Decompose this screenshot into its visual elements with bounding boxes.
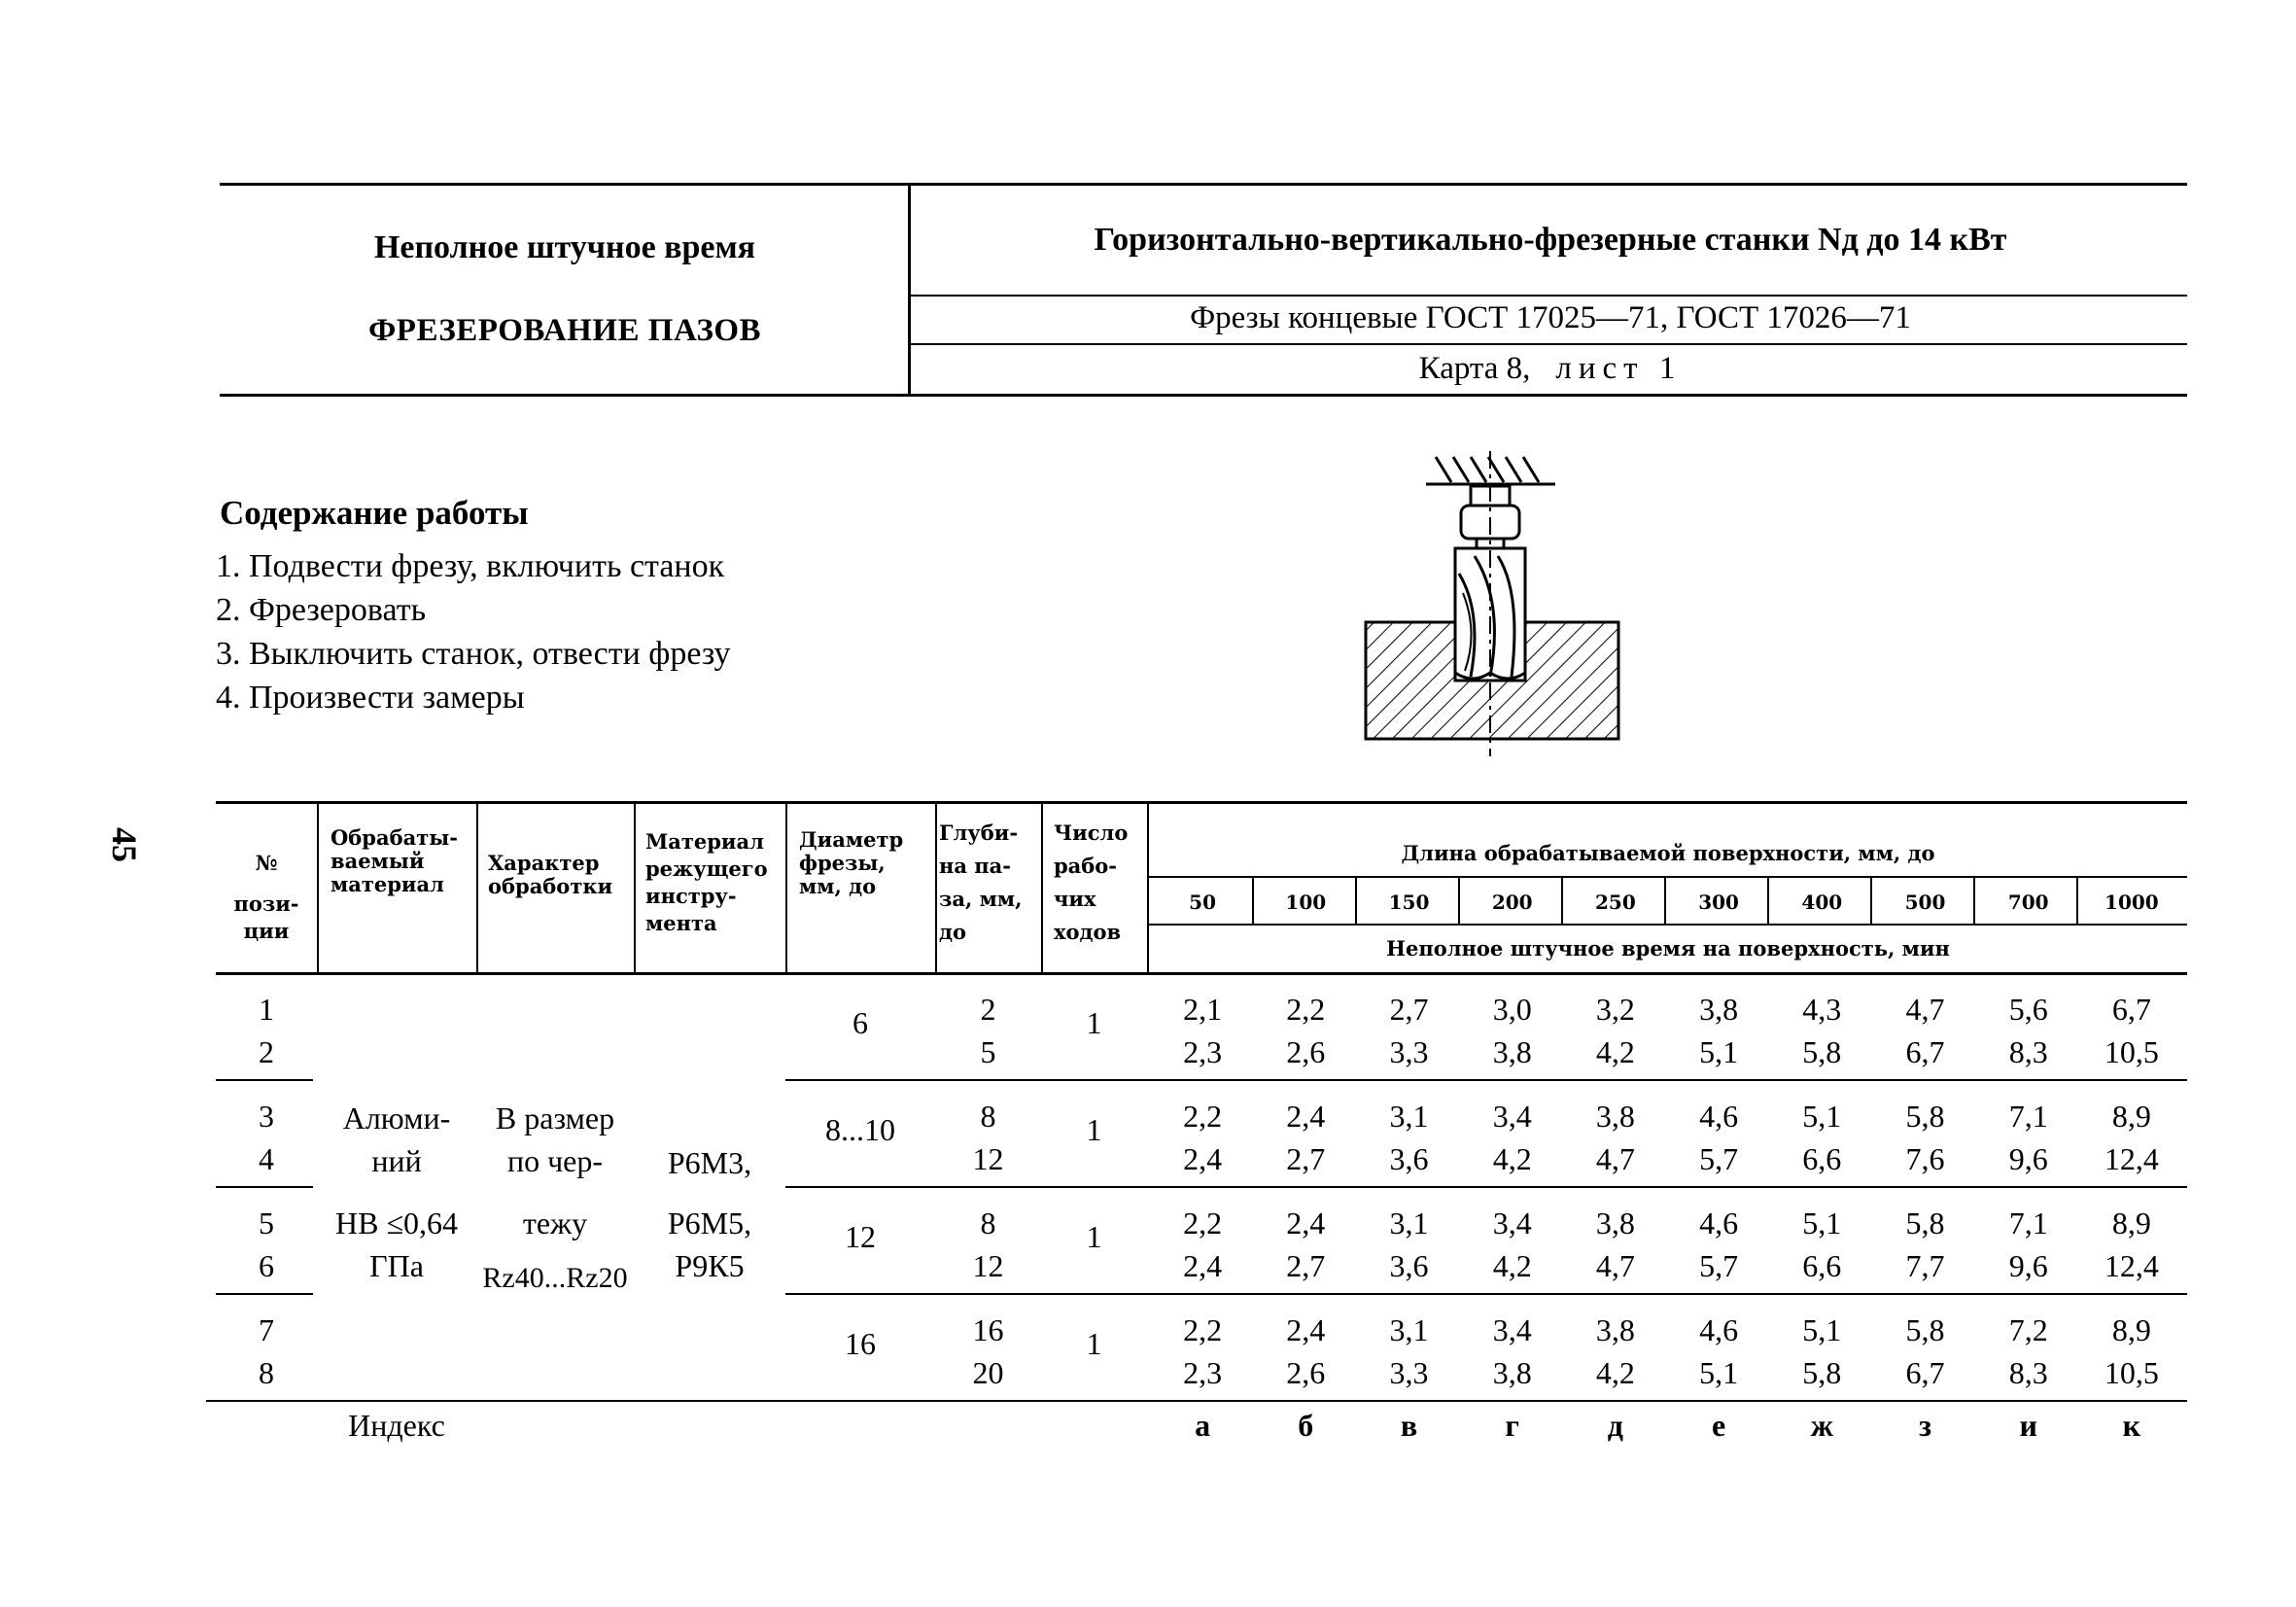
- header-passes: [1054, 817, 1128, 949]
- tool-standard: Фрезы концевые ГОСТ 17025—71, ГОСТ 17026—71: [1190, 300, 1911, 335]
- time-cell: 5,1: [1699, 1034, 1739, 1069]
- pos-cell: 7: [259, 1312, 274, 1347]
- table-row: [1151, 992, 2183, 1028]
- length-value: 500: [1904, 891, 1946, 914]
- time-cell: 2,7: [1286, 1141, 1326, 1176]
- work-step: 2. Фрезеровать: [216, 592, 427, 628]
- time-cell: 4,3: [1802, 992, 1842, 1027]
- passes-cell: 1: [1086, 1112, 1102, 1147]
- time-cell: 3,3: [1389, 1034, 1429, 1069]
- pos-cell: 3: [259, 1099, 274, 1134]
- depth-cell: 16: [972, 1312, 1004, 1347]
- table-row: [1151, 1205, 2183, 1241]
- passes-cell: 1: [1086, 1326, 1102, 1361]
- header-diameter-line: фрезы,: [799, 851, 886, 875]
- work-step: 4. Произвести замеры: [216, 680, 525, 716]
- header-tool-line: инстру-: [645, 884, 737, 908]
- header-material-line: Обрабаты-: [330, 825, 458, 850]
- table-row: [1151, 1034, 2183, 1070]
- time-cell: 3,4: [1492, 1205, 1532, 1240]
- col-divider: [317, 801, 319, 974]
- time-cell: 4,2: [1492, 1248, 1532, 1283]
- material-line: Алюми-: [342, 1100, 451, 1135]
- work-step: 1. Подвести фрезу, включить станок: [216, 548, 725, 584]
- page-number: 45: [105, 827, 144, 862]
- table-row: [1151, 1312, 2183, 1348]
- header-pos: [216, 850, 317, 945]
- depth-cell: 5: [980, 1034, 996, 1069]
- header-processing: [488, 852, 612, 898]
- time-cell: 7,1: [2008, 1099, 2048, 1134]
- time-cell: 2,3: [1183, 1355, 1223, 1390]
- time-cell: 4,6: [1699, 1312, 1739, 1347]
- time-cell: 4,2: [1595, 1355, 1635, 1390]
- time-cell: 3,0: [1492, 992, 1532, 1027]
- time-cell: 2,4: [1183, 1141, 1223, 1176]
- work-steps-list: [216, 544, 731, 719]
- time-cell: 3,4: [1492, 1312, 1532, 1347]
- group-separator: [216, 1079, 313, 1081]
- time-cell: 3,8: [1595, 1312, 1635, 1347]
- time-cell: 2,4: [1286, 1205, 1326, 1240]
- time-cell: 3,8: [1492, 1355, 1532, 1390]
- index-letter: к: [2122, 1408, 2141, 1443]
- processing-line: Rz40...Rz20: [482, 1262, 628, 1294]
- pos-cell: 5: [259, 1205, 274, 1240]
- group-separator: [216, 1186, 313, 1188]
- time-cell: 8,9: [2111, 1205, 2151, 1240]
- header-passes-line: чих: [1054, 887, 1096, 911]
- time-cell: 8,9: [2111, 1099, 2151, 1134]
- header-depth-line: Глуби-: [939, 821, 1019, 845]
- header-processing-line: Характер: [488, 851, 600, 875]
- length-values-rule: [1149, 924, 2187, 926]
- operation-title: ФРЕЗЕРОВАНИЕ ПАЗОВ: [367, 313, 762, 348]
- length-value: 150: [1388, 891, 1430, 914]
- time-cell: 2,4: [1286, 1099, 1326, 1134]
- depth-cell: 8: [980, 1205, 996, 1240]
- index-letter: е: [1711, 1408, 1726, 1443]
- end-mill-sketch: [1356, 447, 1628, 758]
- header-length-title: Длина обрабатываемой поверхности, мм, до: [1401, 841, 1935, 865]
- index-letter: б: [1298, 1408, 1314, 1443]
- header-time-title: Неполное штучное время на поверхность, мин: [1386, 936, 1950, 961]
- length-value: 200: [1491, 891, 1533, 914]
- time-cell: 5,8: [1905, 1312, 1945, 1347]
- header-diameter: [799, 828, 903, 898]
- depth-cell: 12: [972, 1141, 1004, 1176]
- header-divider: [908, 183, 911, 395]
- index-letter: в: [1400, 1408, 1418, 1443]
- card-label: Карта 8,: [1418, 351, 1531, 386]
- group-separator: [785, 1079, 2187, 1081]
- pos-cell: 4: [259, 1141, 274, 1176]
- work-content-title: Содержание работы: [220, 494, 529, 532]
- time-cell: 5,6: [2008, 992, 2048, 1027]
- time-cell: 5,1: [1802, 1205, 1842, 1240]
- time-cell: 6,6: [1802, 1141, 1842, 1176]
- time-cell: 4,6: [1699, 1099, 1739, 1134]
- pos-cell: 1: [259, 992, 274, 1027]
- time-cell: 4,2: [1595, 1034, 1635, 1069]
- time-cell: 12,4: [2104, 1141, 2159, 1176]
- table-header-bottom-rule: [216, 972, 2187, 975]
- time-cell: 2,1: [1183, 992, 1223, 1027]
- col-divider: [785, 801, 787, 974]
- length-title-rule: [1149, 876, 2187, 878]
- time-cell: 4,7: [1595, 1141, 1635, 1176]
- table-row: [1151, 1099, 2183, 1135]
- time-cell: 6,7: [2111, 992, 2151, 1027]
- depth-cell: 12: [972, 1248, 1004, 1283]
- col-divider: [634, 801, 636, 974]
- time-cell: 6,7: [1905, 1034, 1945, 1069]
- table-row: [1151, 1355, 2183, 1391]
- time-cell: 2,7: [1389, 992, 1429, 1027]
- header-tool-material: [645, 828, 768, 937]
- time-cell: 5,8: [1905, 1205, 1945, 1240]
- header-diameter-line: мм, до: [799, 874, 877, 898]
- index-label: Индекс: [348, 1408, 445, 1443]
- col-divider: [476, 801, 478, 974]
- processing-line: по чер-: [506, 1143, 604, 1178]
- table-row: [1151, 1248, 2183, 1284]
- header-pos-line: пози-: [233, 891, 299, 916]
- time-cell: 2,4: [1286, 1312, 1326, 1347]
- header-material-line: ваемый: [330, 849, 425, 873]
- time-cell: 7,6: [1905, 1141, 1945, 1176]
- length-value: 100: [1285, 891, 1327, 914]
- length-value: 300: [1698, 891, 1739, 914]
- time-cell: 7,1: [2008, 1205, 2048, 1240]
- header-top-rule: [220, 183, 2187, 186]
- header-material-line: материал: [330, 872, 444, 896]
- index-row: [1151, 1408, 2183, 1444]
- time-cell: 5,1: [1802, 1312, 1842, 1347]
- time-cell: 3,8: [1492, 1034, 1532, 1069]
- header-right-rule-2: [910, 343, 2187, 345]
- time-cell: 8,9: [2111, 1312, 2151, 1347]
- card-sheet-label: [914, 351, 2187, 387]
- header-right-rule-1: [910, 295, 2187, 297]
- time-cell: 3,1: [1389, 1205, 1429, 1240]
- section-title: Неполное штучное время: [373, 229, 756, 265]
- header-depth-line: за, мм,: [939, 887, 1023, 911]
- time-cell: 5,8: [1802, 1355, 1842, 1390]
- length-value: 250: [1595, 891, 1636, 914]
- time-cell: 3,4: [1492, 1099, 1532, 1134]
- col-divider: [1041, 801, 1043, 974]
- table-top-rule: [216, 801, 2187, 804]
- tool-line: Р6М5,: [667, 1205, 752, 1240]
- diameter-cell: 12: [845, 1219, 876, 1254]
- time-cell: 2,2: [1183, 1312, 1223, 1347]
- time-cell: 8,3: [2008, 1034, 2048, 1069]
- table-bottom-rule: [206, 1400, 2187, 1402]
- length-value: 1000: [2105, 891, 2159, 914]
- group-separator: [785, 1186, 2187, 1188]
- time-cell: 2,2: [1183, 1205, 1223, 1240]
- group-separator: [785, 1293, 2187, 1295]
- work-step: 3. Выключить станок, отвести фрезу: [216, 636, 731, 672]
- header-tool-line: Материал: [645, 829, 764, 854]
- index-letter: а: [1195, 1408, 1211, 1443]
- time-cell: 6,6: [1802, 1248, 1842, 1283]
- time-cell: 7,2: [2008, 1312, 2048, 1347]
- time-cell: 8,3: [2008, 1355, 2048, 1390]
- header-material: [330, 826, 458, 896]
- diameter-cell: 6: [852, 1005, 868, 1040]
- time-cell: 3,8: [1595, 1099, 1635, 1134]
- index-letter: д: [1607, 1408, 1623, 1443]
- time-cell: 2,6: [1286, 1034, 1326, 1069]
- pos-cell: 8: [259, 1355, 274, 1390]
- time-cell: 5,1: [1802, 1099, 1842, 1134]
- table-row: [1151, 1141, 2183, 1177]
- processing-line: В размер: [495, 1100, 615, 1135]
- time-cell: 4,6: [1699, 1205, 1739, 1240]
- time-cell: 10,5: [2104, 1034, 2159, 1069]
- header-depth: [939, 817, 1022, 949]
- passes-cell: 1: [1086, 1005, 1102, 1040]
- time-cell: 2,2: [1286, 992, 1326, 1027]
- time-cell: 2,4: [1183, 1248, 1223, 1283]
- col-divider: [935, 801, 937, 974]
- time-cell: 4,7: [1595, 1248, 1635, 1283]
- header-pos-line: ции: [243, 919, 290, 943]
- passes-cell: 1: [1086, 1219, 1102, 1254]
- material-line: ний: [371, 1143, 422, 1178]
- index-letter: г: [1505, 1408, 1519, 1443]
- index-letter: з: [1919, 1408, 1931, 1443]
- time-cell: 3,8: [1699, 992, 1739, 1027]
- header-tool-line: мента: [645, 911, 717, 935]
- time-cell: 4,7: [1905, 992, 1945, 1027]
- time-cell: 3,8: [1595, 1205, 1635, 1240]
- time-cell: 3,1: [1389, 1312, 1429, 1347]
- pos-cell: 2: [259, 1034, 274, 1069]
- time-cell: 2,7: [1286, 1248, 1326, 1283]
- header-passes-line: ходов: [1054, 920, 1122, 944]
- length-value: 50: [1189, 891, 1217, 914]
- length-values-row: [1151, 891, 2183, 914]
- time-cell: 4,2: [1492, 1141, 1532, 1176]
- time-cell: 9,6: [2008, 1248, 2048, 1283]
- time-cell: 5,1: [1699, 1355, 1739, 1390]
- header-tool-line: режущего: [645, 856, 768, 881]
- index-letter: и: [2019, 1408, 2037, 1443]
- processing-line: тежу: [522, 1205, 588, 1240]
- time-cell: 12,4: [2104, 1248, 2159, 1283]
- time-cell: 5,8: [1905, 1099, 1945, 1134]
- material-line: НВ ≤0,64: [334, 1205, 458, 1240]
- tool-line: Р9К5: [675, 1248, 745, 1283]
- time-cell: 9,6: [2008, 1141, 2048, 1176]
- depth-cell: 20: [972, 1355, 1004, 1390]
- time-cell: 3,2: [1595, 992, 1635, 1027]
- header-bottom-rule: [220, 394, 2187, 397]
- header-passes-line: рабо-: [1054, 854, 1118, 878]
- header-passes-line: Число: [1054, 821, 1129, 845]
- index-letter: ж: [1810, 1408, 1833, 1443]
- pos-cell: 6: [259, 1248, 274, 1283]
- time-cell: 6,7: [1905, 1355, 1945, 1390]
- diameter-cell: 16: [845, 1326, 876, 1361]
- time-cell: 7,7: [1905, 1248, 1945, 1283]
- depth-cell: 8: [980, 1099, 996, 1134]
- length-value: 400: [1801, 891, 1843, 914]
- depth-cell: 2: [980, 992, 996, 1027]
- header-diameter-line: Диаметр: [799, 827, 904, 852]
- sheet-label: лист 1: [1555, 351, 1683, 386]
- time-cell: 5,7: [1699, 1141, 1739, 1176]
- time-cell: 3,1: [1389, 1099, 1429, 1134]
- time-cell: 2,6: [1286, 1355, 1326, 1390]
- header-depth-line: до: [939, 920, 967, 944]
- machine-title: Горизонтально-вертикально-фрезерные станки Nд до 14 кВт: [1094, 222, 2007, 258]
- header-processing-line: обработки: [488, 874, 613, 898]
- length-value: 700: [2007, 891, 2049, 914]
- time-cell: 10,5: [2104, 1355, 2159, 1390]
- header-depth-line: на па-: [939, 854, 1011, 878]
- tool-line: Р6М3,: [667, 1145, 752, 1180]
- time-cell: 3,3: [1389, 1355, 1429, 1390]
- group-separator: [216, 1293, 313, 1295]
- time-cell: 3,6: [1389, 1141, 1429, 1176]
- material-line: ГПа: [369, 1248, 424, 1283]
- diameter-cell: 8...10: [825, 1112, 895, 1147]
- time-cell: 2,2: [1183, 1099, 1223, 1134]
- header-pos-line: №: [255, 851, 278, 875]
- time-cell: 3,6: [1389, 1248, 1429, 1283]
- time-cell: 5,8: [1802, 1034, 1842, 1069]
- time-cell: 2,3: [1183, 1034, 1223, 1069]
- time-cell: 5,7: [1699, 1248, 1739, 1283]
